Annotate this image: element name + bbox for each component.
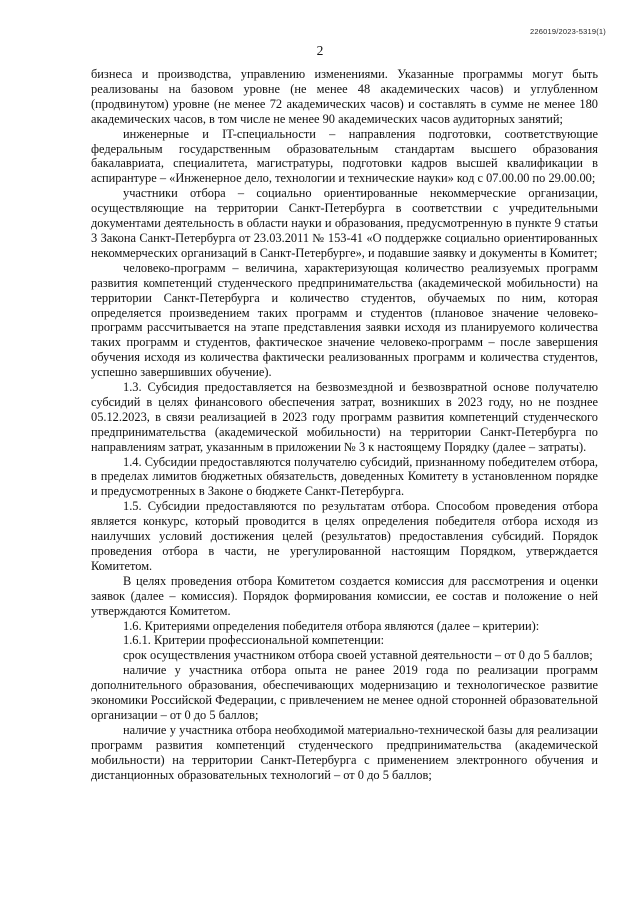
registration-stamp: 226019/2023-5319(1) — [530, 27, 606, 36]
paragraph: 1.4. Субсидии предоставляются получателю субсидий, признанному победителем отбора, в пределах лимитов бюджетных обязательств, доведенных Комитету в установленном порядке и предусмотренных в Законе о бюджете Санкт-Петербурга. — [91, 454, 598, 499]
document-body — [91, 67, 598, 783]
paragraph: бизнеса и производства, управлению изменениями. Указанные программы могут быть реализованы на базовом уровне (не менее 48 академических часов) и углубленном (продвинутом) уровне (не менее 72 академических часов) и составлять в сумме не менее 180 академических часов, в том числе не менее 90 академических часов аудиторных занятий; — [91, 67, 598, 126]
paragraph: В целях проведения отбора Комитетом создается комиссия для рассмотрения и оценки заявок (далее – комиссия). Порядок формирования комиссии, ее состав и положение о ней утверждаются Комитетом. — [91, 573, 598, 618]
paragraph: наличие у участника отбора необходимой материально-технической базы для реализации программ развития компетенций студенческого предпринимательства (академической мобильности) на территории Санкт-Петербурга с применением электронного обучения и дистанционных образовательных технологий – от 0 до 5 баллов; — [91, 722, 598, 782]
paragraph: срок осуществления участником отбора своей уставной деятельности – от 0 до 5 баллов; — [123, 648, 593, 663]
page-number: 2 — [316, 43, 324, 58]
paragraph: человеко-программ – величина, характеризующая количество реализуемых программ развития компетенций студенческого предпринимательства (академической мобильности) на территории Санкт-Петербурга и количество студентов, обучаемых по ним, которая определяется произведением таких программ и студентов (плановое значение человеко-программ рассчитывается на этапе представления заявки исходя из планируемого количества таких программ и студентов, фактическое значение человеко-программ – после завершения обучения исходя из количества фактически реализованных программ и количества студентов, успешно завершивших обучение). — [91, 260, 598, 380]
paragraph: инженерные и IT-специальности – направления подготовки, соответствующие федеральным государственным образовательным стандартам высшего образования бакалавриата, специалитета, магистратуры, подготовки кадров высшей квалификации в аспирантуре – «Инженерное дело, технологии и технические науки» код с 07.00.00 по 29.00.00; — [91, 126, 598, 186]
paragraph: 1.6. Критериями определения победителя отбора являются (далее – критерии): — [123, 618, 540, 633]
paragraph: 1.6.1. Критерии профессиональной компетенции: — [123, 633, 385, 648]
paragraph: наличие у участника отбора опыта не ранее 2019 года по реализации программ дополнительного образования, обеспечивающих модернизацию и технологическое развитие экономики Российской Федерации, с привлечением не менее одной сторонней образовательной организации – от 0 до 5 баллов; — [91, 663, 598, 722]
paragraph: 1.5. Субсидии предоставляются по результатам отбора. Способом проведения отбора является конкурс, который проводится в целях определения победителя отбора исходя из наилучших условий достижения целей (результатов) предоставления субсидий. Порядок проведения отбора в части, не урегулированной настоящим Порядком, утверждается Комитетом. — [91, 499, 598, 573]
paragraph: участники отбора – социально ориентированные некоммерческие организации, осуществляющие на территории Санкт-Петербурга в соответствии с учредительными документами деятельность в области науки и образования, предусмотренную в пункте 9 статьи 3 Закона Санкт-Петербурга от 23.03.2011 № 153-41 «О поддержке социально ориентированных некоммерческих организаций в Санкт-Петербурге», и подавшие заявку и документы в Комитет; — [91, 186, 598, 260]
paragraph: 1.3. Субсидия предоставляется на безвозмездной и безвозвратной основе получателю субсидий в целях финансового обеспечения затрат, возникших в 2023 году, но не позднее 05.12.2023, в связи реализацией в 2023 году программ развития компетенций студенческого предпринимательства (академической мобильности) на территории Санкт-Петербурга по направлениям затрат, указанным в приложении № 3 к настоящему Порядку (далее – затраты). — [91, 380, 598, 454]
